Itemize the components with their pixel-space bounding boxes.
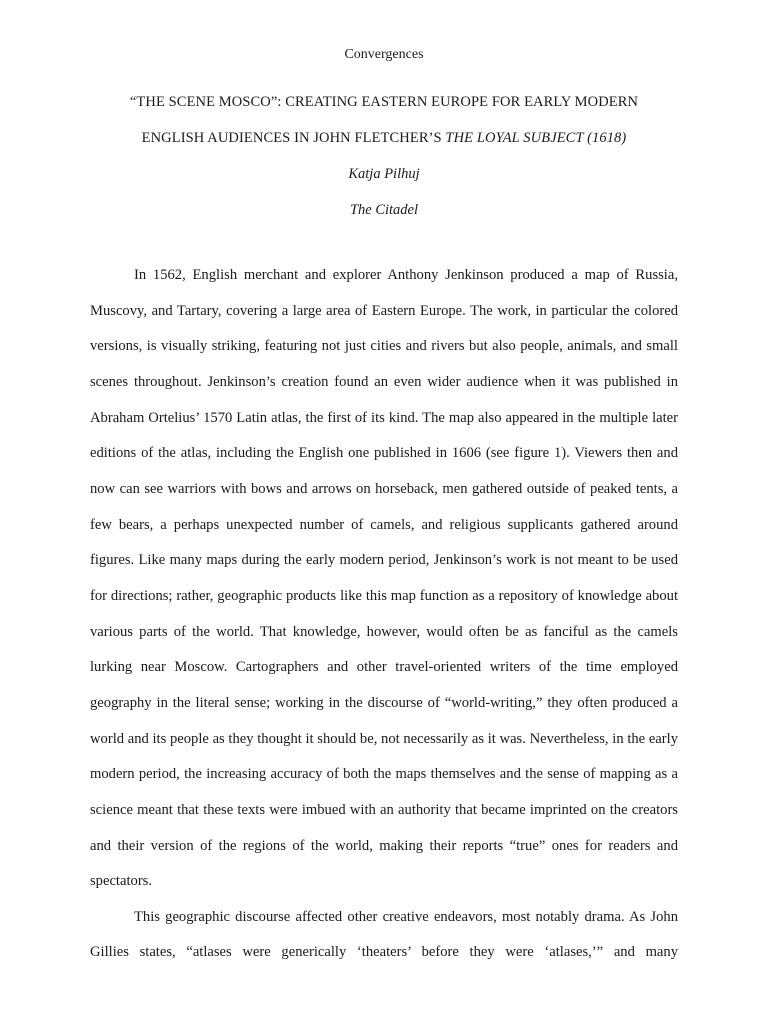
play-title: THE LOYAL SUBJECT (1618) [445, 130, 627, 146]
body-text [90, 258, 678, 971]
article-title-line-1: “THE SCENE MOSCO”: CREATING EASTERN EUROPE FOR EARLY MODERN [129, 94, 639, 110]
paragraph: In 1562, English merchant and explorer Anthony Jenkinson produced a map of Russia, Muscovy, and Tartary, covering a large area of Eastern Europe. The work, in particular the colored versions, is visually striking, featuring not just cities and rivers but also people, animals, and small scenes throughout. Jenkinson’s creation found an even wider audience when it was published in Abraham Ortelius’ 1570 Latin atlas, the first of its kind. The map also appeared in the multiple later editions of the atlas, including the English one published in 1606 (see figure 1). Viewers then and now can see warriors with bows and arrows on horseback, men gathered outside of peaked tents, a few bears, a perhaps unexpected number of camels, and religious supplicants gathered around figures. Like many maps during the early modern period, Jenkinson’s work is not meant to be used for directions; rather, geographic products like this map function as a repository of knowledge about various parts of the world. That knowledge, however, would often be as fanciful as the camels lurking near Moscow. Cartographers and other travel-oriented writers of the time employed geography in the literal sense; working in the discourse of “world-writing,” they often produced a world and its people as they thought it should be, not necessarily as it was. Nevertheless, in the early modern period, the increasing accuracy of both the maps themselves and the sense of mapping as a science meant that these texts were imbued with an authority that became imprinted on the creators and their version of the regions of the world, making their reports “true” ones for readers and spectators. [90, 267, 678, 890]
author-name: Katja Pilhuj [348, 166, 420, 182]
running-header: Convergences [344, 47, 424, 62]
paragraph: This geographic discourse affected other creative endeavors, most notably drama. As John Gillies states, “atlases were generically ‘theaters’ before they were ‘atlases,’” and many [90, 908, 678, 961]
author-affiliation: The Citadel [349, 202, 419, 218]
article-title-prefix: ENGLISH AUDIENCES IN JOHN FLETCHER’S [141, 130, 446, 146]
article-title-line-2 [0, 130, 768, 147]
